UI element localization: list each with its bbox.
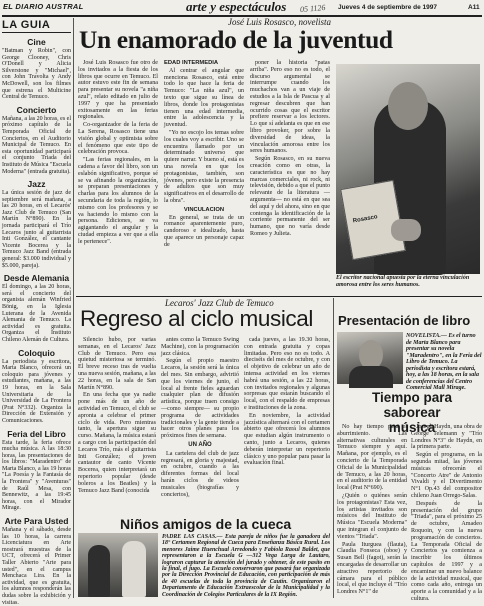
paragraph: Silencio hubo, por varias semanas, en el Lecaros' Jazz Club de Temuco. Pero esa quietud misteriosa se terminó. El breve receso tras de vuelta una nueva sesión, mañana, a las 22 horas, en la sala de San Martín N°890. <box>78 337 156 391</box>
ninos-headline: Niños amigos de la cueca <box>120 516 292 532</box>
section-title: arte y espectáculos <box>186 0 287 14</box>
guide-section-heading: Arte Para Usted <box>4 516 69 527</box>
photo-child-1 <box>88 545 110 597</box>
page-number: A11 <box>468 4 480 11</box>
writer-body <box>349 366 393 388</box>
ninos-text: PADRE LAS CASAS.— Esta pareja de niños fue la ganadora del 18° Certamen Regional de Cueca para Enseñanza Básica Rural. Los menores Jaime Huenchual Arredondo y Fabiola Raoul Baldet, que representaron a la Escuela G —312 Vega Larga de Lautaro, lograron capturar la atención del jurado y obtener, de este pasito en la final, el jugo. La Escuela conservaron que pasará fue organizada por la Dirección Provincial de Educación, con participación de más de 40 escuelas de toda la provincia de Cautín. Organizaron el Departamento de Educación Extraescolar de la Municipalidad y la Coordinación de Colegios Particulares de la IX Región. <box>162 534 330 598</box>
paragraph: cada jueves, a las 19.30 horas, con entrada gratuita y copas limitadas. Pero eso no es todo. A dieciséis del mes de octubre, y con el objetivo de celebrar un año de intensa actividad en los viernes habrá una sesión, a las 22 horas, con invitados regionales y algunas sorpresas que estarán buscando el local, con el respaldo de empresas e instituciones de la zona. <box>244 337 330 411</box>
tiempo-col-1 <box>337 424 407 598</box>
paragraph: Co-organizador de la feria de La Serena, Rosasco tiene una visión global y optimista sobre el fenómeno que este tipo de celebración provoca. <box>78 122 158 156</box>
main-headline: Un enamorado de la juventud <box>79 25 393 54</box>
paragraph: "Las ferias regionales, en la cadena a favor del libro, son un eslabón significativo, porque sé se va afinando la organización, se preparan presentaciones y charlas para los alumnos de la secundaria de toda la región, lo mismo con los profesores y se va haciendo lo mismo con la persona. Ediciones, se va agigantando el angular y la ciudad empieza a ver que a ella le pertenece". <box>78 157 158 245</box>
sidebar-divider <box>73 18 74 598</box>
guide-sidebar <box>2 19 71 606</box>
jazz-col-1 <box>78 337 156 515</box>
main-col-1 <box>78 60 158 282</box>
tiempo-col-2 <box>411 424 482 602</box>
guide-section-text: La única sesión de jazz de septiembre será mañana, a las 20 horas, en el Lecarós' Jazz Club de Temuco (San Martín N°890). En la jornada participará el Trío Lecaros junto al guitarrista Inti González, el cantante Vicente Bocerea y la Temuco Jazz Band (entrada general: $3.000 individual y $5.000, pareja). <box>2 190 71 269</box>
main-subhead-vinculacion: VINCULACION <box>183 206 225 213</box>
photo-hand <box>391 219 421 241</box>
writer-photo <box>337 332 403 384</box>
jazz-kicker: Lecaros' Jazz Club de Temuco <box>165 298 274 308</box>
margin-note: 05 1126 <box>299 2 326 15</box>
right-divider <box>333 298 334 598</box>
presentacion-text: NOVELISTA.— Es el turno de Marta Blanco para presentar su novela "Maradentro", en la Feria del Libro de Temuco. La periodista y escritora estará, hoy, a las 18 horas, en la sala de conferencias del Centro Comercial Mall Mirage. <box>406 333 482 391</box>
guide-section-text: Mañana, a las 20 horas, es el próximo capítulo de la Temporada Oficial de Conciertos, en el Auditorio Municipal de Temuco. En esta oportunidad participará el conjunto Triada del Instituto de Música "Escuela Moderna" (entrada gratuita). <box>2 115 71 175</box>
paragraph: Según Rosasco, en su nueva creación como en otras, la característica es que no hay marcas comerciales, ni rock, ni televisión, debido a que el punto relevante de la literatura —argumenta— no está en que sea del aquí y del ahora, sino en que contenga la identificación de la corriente permanente del ser humano, que no varía desde Romeo y Julieta. <box>250 156 330 237</box>
guide-section-text: Esta tarde, la feria ofrece mucha música. A las 18:30 horas, las presentaciones de los libros: "Maradentro" de Marta Blanco, a las 19 horas "La Poesía y la Fantasía de la Frontera" y "Aventuras" de Raúl Mesa, con Bennewitz, a las 19:45 horas, con el Mirador Mirage. <box>2 439 71 512</box>
guide-section-text: La periodista y escritora, Marta Blanco, ofrecerá un coloquio para jóvenes y estudiantes, mañana, a las 19 horas, en la Sala Universitaria de la Universidad de La Frontera (Prat N°332). Organiza la Dirección de Extensión y Comunicaciones. <box>2 358 71 424</box>
guide-section-heading: Coloquio <box>18 347 55 358</box>
jazz-col-2 <box>161 337 239 515</box>
main-kicker: José Luis Rosasco, novelista <box>228 17 331 27</box>
photo-face <box>388 82 428 130</box>
paragraph: Al centrar el angular que menciona Rosasco, está entre todo lo que hace la feria de Temuco: "La niña azul", un texto que sigue su línea de libros, donde los protagonistas tienen una edad intermedia, entre la adolescencia y la juventud. <box>164 67 244 129</box>
main-subhead-edad: EDAD INTERMEDIA <box>164 60 219 66</box>
book-cover-label: Rosasco <box>352 214 379 225</box>
guide-section-heading: Jazz <box>27 179 46 190</box>
paragraph: Según el programa, en la segunda mitad, las jóvenes músicas ofrecerán el "Concerto Atre" de Antonio Vivaldi y el Divertimento N°1 Op.43 del compositor chileno Juan Orrego-Salas. <box>411 452 482 499</box>
paragraph: Según el propio maestro Lecaros, la sesión será la única del mes. Sin embargo, advirtió que los viernes de junio, el local al frente fieles aguardan cualquier plan de difusión artística, porque traen consigo —como siempre— su propio programa de actividades tradicionales y la gente tiende a hacer otros planes para los próximos fines de semana. <box>161 358 239 440</box>
guide-section-heading: Concierto <box>16 104 57 115</box>
paragraph: UN AÑO <box>188 441 212 448</box>
guide-section-text: Mañana y el sábado, desde las 10 horas, la carrera Licenciatura en Arte mostrará muestras de la UCT, ofrecerá el Primer Taller Abierto "Arte para usted", en el campus Menchaca Lira. En la actividad, que es gratuita, los alumnos responderán las dudas sobre la exhibición y visitas. <box>2 527 71 606</box>
paragraph: No hay tiempo para el aburrimiento. Las alternativas culturales en Temuco siempre y aquí. Mañana, por ejemplo, es el concierto de la Temporada Oficial de la Municipalidad de Temuco, a las 20 horas, en el auditorio de la entidad local (Prat N°690). <box>337 424 407 492</box>
main-col-3 <box>250 60 330 282</box>
paper-name: EL DIARIO AUSTRAL <box>3 2 84 11</box>
paragraph: poner la historia "patas arriba". Pero eso no es todo, el discurso argumental se interrumpe cuando los muchachos van a un viaje de estudios a la Isla de Pascua y al regresar descubren que han ocurrido cosas que el escritor prefiere reservar a los lectores. Lo que sí adelanta es que en ese libro provoker, por sobre la diversidad de ideas, la vinculación amorosa entre los seres humanos. <box>250 60 330 155</box>
author-photo <box>336 64 480 274</box>
guide-section-heading: Cine <box>27 37 46 47</box>
mid-rule <box>76 296 482 297</box>
guide-sections <box>2 37 71 606</box>
photo-caption: El escritor nacional apuesta por la eterna vinculación amorosa entre los seres humanos. <box>336 275 470 288</box>
presentacion-headline: Presentación de libro <box>338 313 471 328</box>
guide-section-heading: Feria del Libro <box>7 428 66 439</box>
paragraph: Paula Iturguea (flauta), Claudia Fonseca (oboe) y Susan Bell (fagot), serán la encargadas de desarrollar un atractivo repertorio de cámara para el público local, el que incluye el "Trío Londres N°1" de <box>337 541 407 596</box>
main-col-2 <box>164 60 244 282</box>
paragraph: En general, se trata de un romance aparentemente puro, candoroso e idealizado, hasta que aparece un personaje capaz de <box>164 214 244 248</box>
paragraph: antes como la Temuco Swing Machine), con la programación jazz clásica. <box>161 337 239 357</box>
guide-title: LA GUIA <box>2 19 71 33</box>
tiempo-headline: Tiempo para saborear música <box>371 390 453 435</box>
paragraph: Joseph Haydn, una obra de George Telemann y "Trío Londres N°3" de Haydn, en la primera parte. <box>411 424 482 451</box>
jazz-col-3 <box>244 337 330 515</box>
photo-child-2 <box>122 541 146 597</box>
guide-section-text: "Batman y Robin", con George Clooney, Chris O'Donell y Alicia Silverstone y "Michael", con John Travolta y Andy McDowell, son los filmes que estrena el Multicine Central de Temuco. <box>2 48 71 101</box>
paragraph: La cartelera del club de jazz regresará, en gloria y majestad, en octubre, cuando a las diferentes formas del local harán ciclos de videos musicales (biografías y conciertos), <box>161 450 239 498</box>
guide-section-heading: Desde Alemania <box>3 273 70 284</box>
paragraph: En una fecha que ya nadie pone más de un año de actividad en Temuco, el club se apronta a celebrar el primer ciclo de vida. Pero mientras tanto, la apertura sigue su curso. Mañana, la música estará a cargo con la participación del Lecaros Trío, más el guitarrista Inti González; el joven cantautor de canto Vicente Bocerea, quien interpretará un repertorio popular (desde boleros a los Beatles) y la Temuco Jazz Band (conocida <box>78 392 156 494</box>
paragraph: ¿Quién o quiénes serán los protagonistas? Esta vez, los artistas invitados son músicos del Instituto de Música "Escuela Moderna" que integran el conjunto de vientos "Triada". <box>337 492 407 540</box>
guide-section-text: El domingo, a las 20 horas, será el concierto del organista alemán Winfried Bönig, en la Iglesia Luterana de la Avenida Alemania de Temuco. La actividad es gratuita. Organiza el Instituto Chileno Alemán de Cultura. <box>2 284 71 343</box>
jazz-headline: Regreso al ciclo musical <box>80 306 313 331</box>
paragraph: "Yo no escojo los temas sobre los cuales voy a escribir. Uno se encuentra llamado por un determinado universo que quiere narrar. Y bueno sí, está es una novela en que los protagonistas, también, son jóvenes, pero existe la presencia de adultos que son muy significativos en el desarrollo de la obra". <box>164 129 244 204</box>
paragraph: En noviembre, la actividad jazzística alternará con el certamen abierto que ofrecerá los alumnos que estudian algún instrumento o canto, junto a Lecaros, quienes deberán interpretar un repertorio clásico y uno popular para pasar la evaluación final. <box>244 412 330 467</box>
paragraph: Después de la presentación del grupo "Triada", para el próximo 25 de octubre, Amadeo Roquoin, y con la nueva programación de conciertos. La Temporada Oficial de Conciertos ya comienza a inscribir los últimos capítulos de 1997 y a encaminar un nuevo balance de la actividad musical, que como cada año, entrega un aporte a la comunidad y a la cultura. <box>411 500 482 602</box>
children-photo <box>78 533 158 597</box>
issue-date: Jueves 4 de septiembre de 1997 <box>338 4 438 11</box>
paragraph: José Luis Rosasco fue otro de los invitados a la fiesta de los libros que ocurre en Temuco. El autor estuvo este fin de semana para presentar su novela "a niña azul", relato editado en julio de 1997 y que ha presentado exitosamente en las ferias regionales. <box>78 60 158 121</box>
